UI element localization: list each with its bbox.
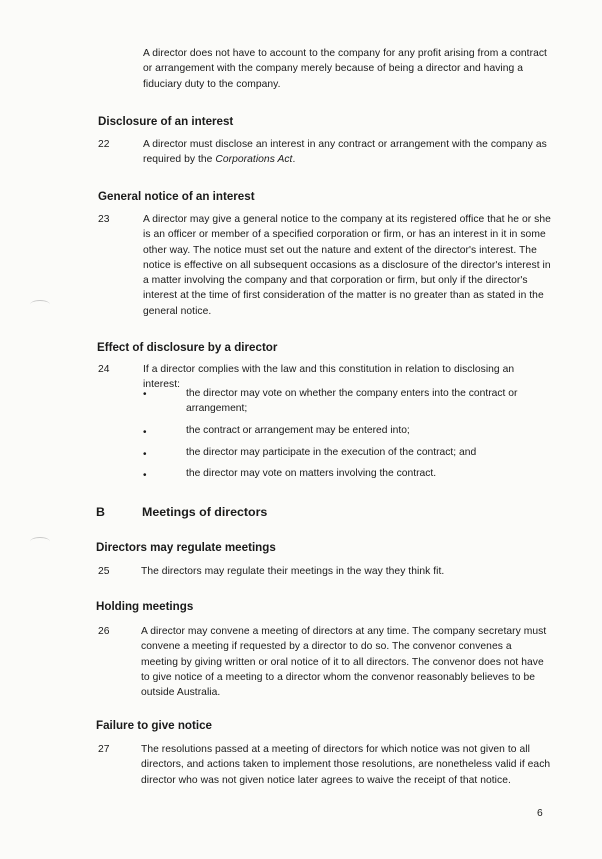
clause-24-text: If a director complies with the law and this constitution in relation to disclosing an interest: [143, 364, 515, 391]
corporations-act-ref: Corporations Act [215, 154, 293, 166]
bullet-item: the director may vote on matters involving the contract. [186, 468, 437, 479]
clause-22-text-before: A director must disclose an interest in any contract or arrangement with the company as required by the [143, 139, 547, 166]
heading-effect-of-disclosure: Effect of disclosure by a director [97, 341, 278, 354]
clause-23-text: A director may give a general notice to the company at its registered office that he or she is an officer or member of a specified corporation or firm, or has an interest in it in some other way. The notice must set out the nature and extent of the director's interest. The notice is effective on all subsequent occasions as a disclosure of the director's interest in a matter involving the company and that corporation or firm, but only if the director's interest at the time of first consideration of the matter is no greater than as stated in the general notice. [143, 214, 551, 317]
bullet-item: the contract or arrangement may be entered into; [186, 425, 410, 436]
bullet-marker: • [143, 389, 147, 400]
clause-number-26: 26 [98, 626, 110, 637]
heading-general-notice: General notice of an interest [98, 190, 255, 203]
clause-number-22: 22 [98, 139, 110, 150]
clause-22-text [143, 137, 553, 168]
heading-disclosure-of-interest: Disclosure of an interest [98, 115, 234, 128]
clause-25-text: The directors may regulate their meetings in the way they think fit. [141, 566, 445, 577]
clause-22-text-after: . [292, 154, 296, 166]
scan-mark [30, 537, 50, 546]
page-number: 6 [537, 808, 543, 819]
clause-number-24: 24 [98, 364, 110, 375]
bullet-marker: • [143, 470, 147, 481]
clause-number-23: 23 [98, 214, 110, 225]
clause-26-text: A director may convene a meeting of directors at any time. The company secretary must convene a meeting if requested by a director to do so. The convenor convenes a meeting by giving written or oral notice of it to all directors. The convenor does not have to give notice of a meeting to a director whom the convenor reasonably believes to be outside Australia. [141, 626, 547, 699]
heading-failure-to-give-notice: Failure to give notice [96, 719, 212, 732]
section-title: Meetings of directors [142, 505, 268, 519]
bullet-marker: • [143, 427, 147, 438]
clause-27-text: The resolutions passed at a meeting of directors for which notice was not given to all directors, and actions taken to implement those resolutions, are nonetheless valid if each director who was not given notice later agrees to waive the receipt of that notice. [141, 744, 551, 786]
bullet-item: the director may vote on whether the company enters into the contract or arrangement; [186, 388, 518, 415]
intro-paragraph: A director does not have to account to the company for any profit arising from a contract or arrangement with the company merely because of being a director and having a fiduciary duty to the company. [143, 48, 547, 90]
heading-holding-meetings: Holding meetings [96, 600, 194, 613]
clause-number-25: 25 [98, 566, 110, 577]
bullet-item: the director may participate in the execution of the contract; and [186, 447, 477, 458]
bullet-marker: • [143, 449, 147, 460]
scan-mark [30, 300, 50, 309]
section-letter: B [96, 505, 105, 519]
clause-number-27: 27 [98, 744, 110, 755]
heading-directors-regulate: Directors may regulate meetings [96, 541, 276, 554]
